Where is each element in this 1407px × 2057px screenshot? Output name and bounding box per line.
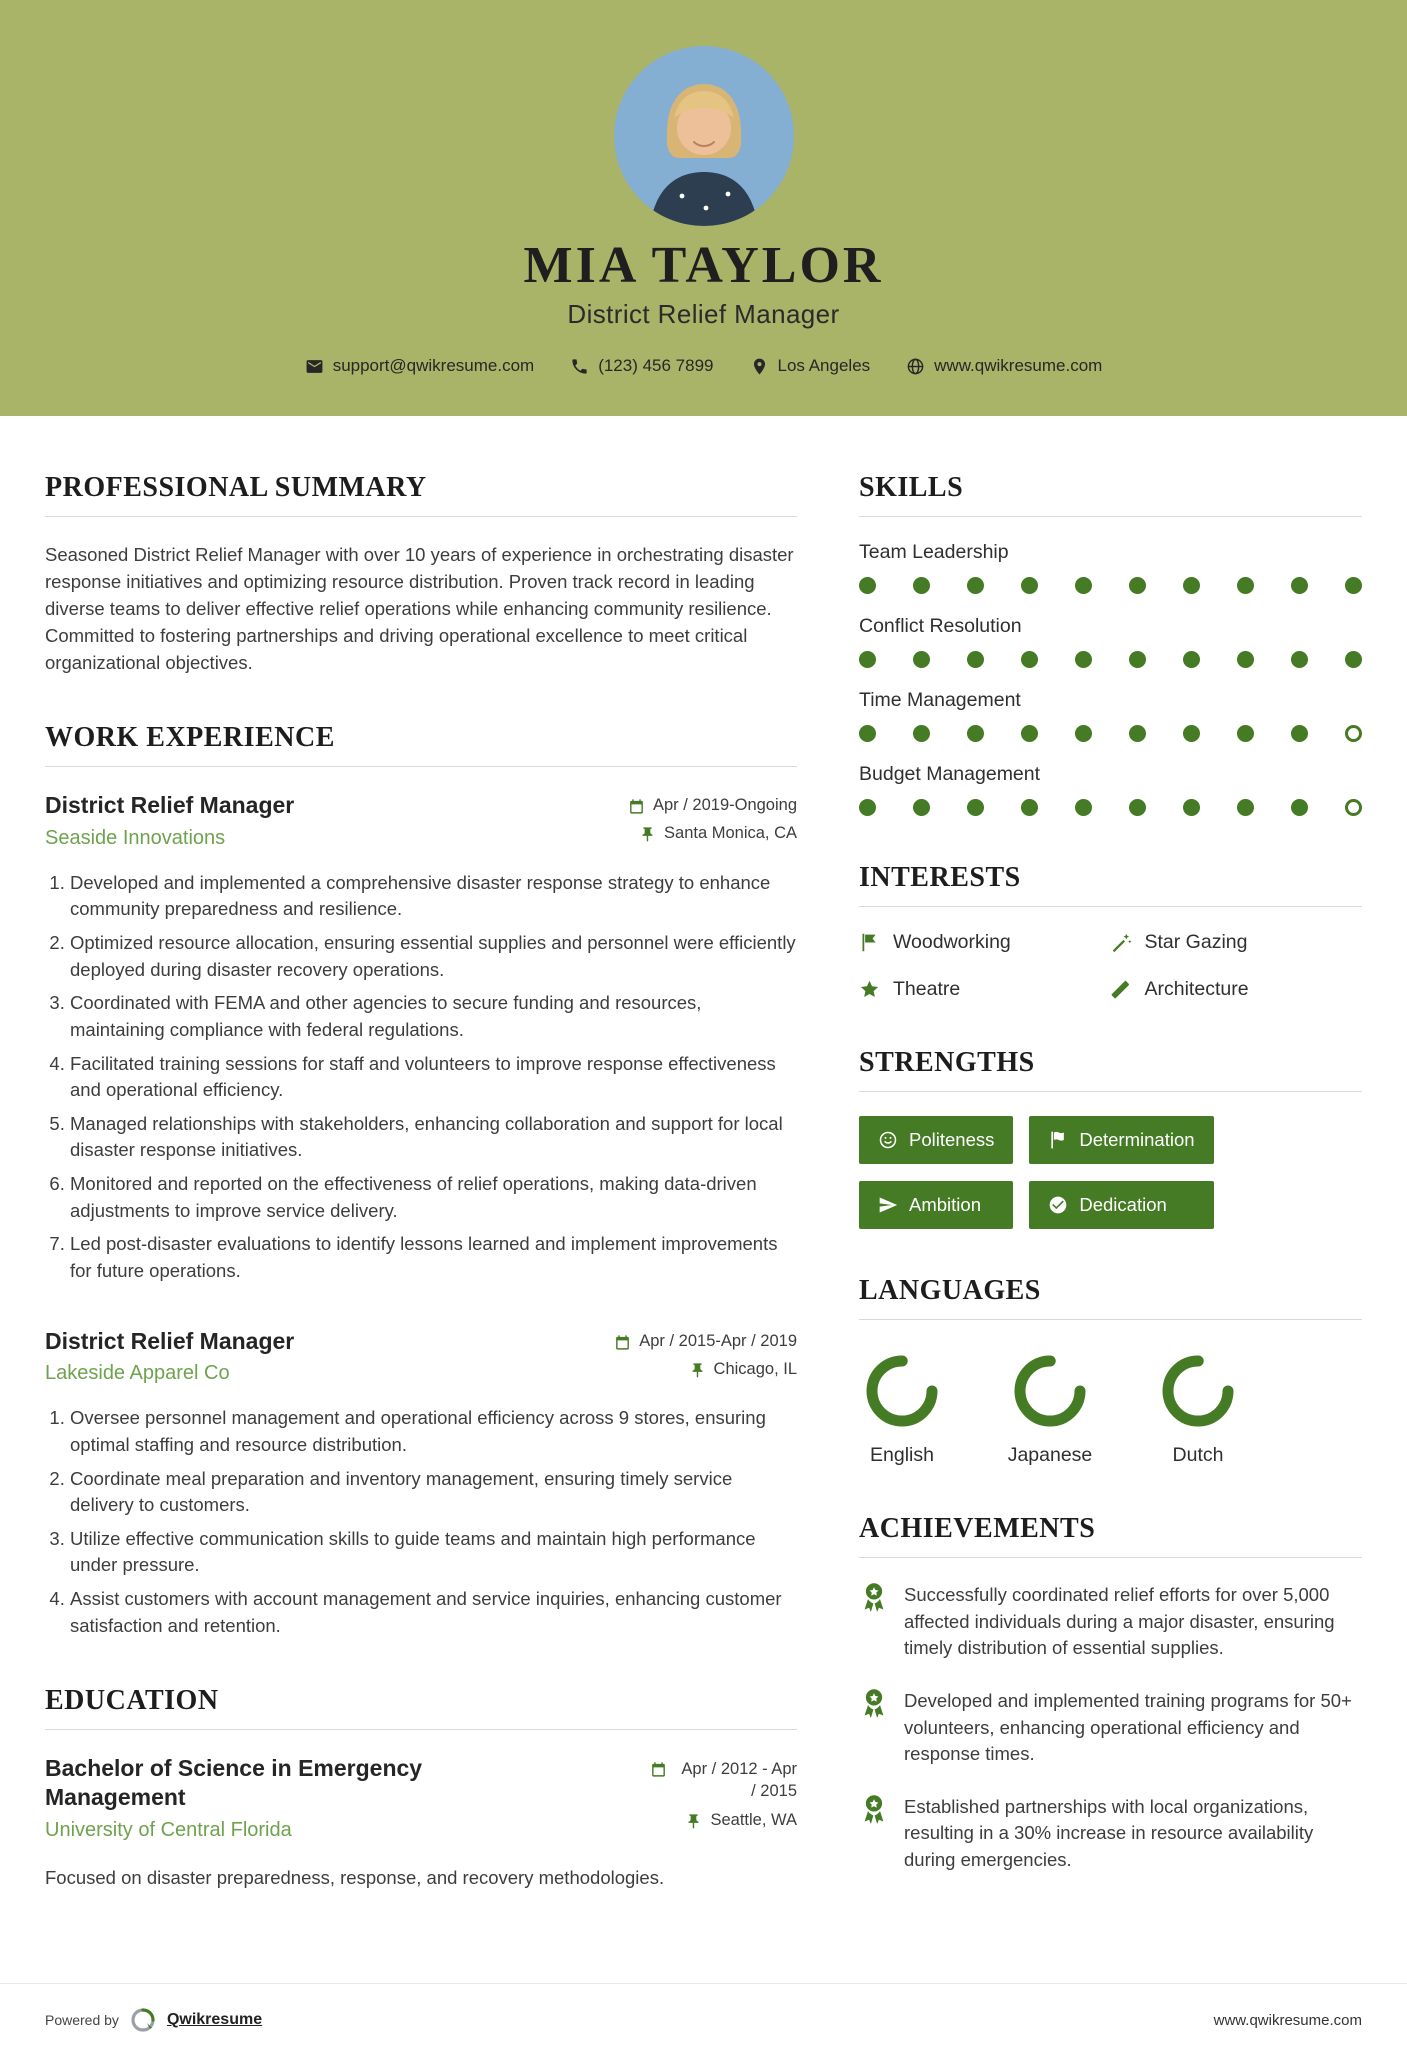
job-bullet-list (45, 1405, 797, 1639)
skill-level-dot (1129, 725, 1146, 742)
job-bullet: 2. Optimized resource allocation, ensuring essential supplies and personnel were efficiently deployed during disaster recovery operations. (70, 930, 797, 983)
job-title: District Relief Manager (45, 792, 295, 818)
star-icon (859, 979, 880, 1000)
skill-name: Team Leadership (859, 541, 1009, 563)
skill-item (859, 689, 1362, 742)
interests-grid (859, 931, 1362, 1001)
skill-level (859, 799, 1362, 816)
skill-level-dot (1237, 651, 1254, 668)
skill-level-dot (1291, 577, 1308, 594)
interest-label: Architecture (1144, 978, 1249, 1000)
contact-location (750, 356, 871, 376)
achievement-text: Developed and implemented training programs for 50+ volunteers, enhancing operational efficiency and response times. (904, 1689, 1352, 1765)
qwikresume-logo-icon (130, 2007, 156, 2033)
job-location-text: Chicago, IL (713, 1359, 797, 1378)
left-column (45, 472, 797, 1937)
skill-level-dot (1345, 725, 1362, 742)
achievement-item (859, 1582, 1362, 1662)
contact-email (305, 356, 535, 376)
job-bullet: 1. Developed and implemented a comprehensive disaster response strategy to enhance community preparedness and resilience. (70, 870, 797, 923)
skill-level-dot (1291, 651, 1308, 668)
section-work-experience (45, 722, 797, 1639)
section-interests (859, 862, 1362, 1001)
profile-photo (614, 46, 794, 226)
strengths-grid (859, 1116, 1362, 1229)
job-bullet: 1. Oversee personnel management and operational efficiency across 9 stores, ensuring optimal staffing and resource distribution. (70, 1405, 797, 1458)
education-dates (650, 1759, 797, 1802)
job-location-text: Santa Monica, CA (664, 824, 797, 842)
job-bullet: 2. Coordinate meal preparation and inventory management, ensuring timely service delivery to customers. (70, 1466, 797, 1519)
contact-email-text: support@qwikresume.com (332, 356, 535, 375)
skill-level-dot (859, 577, 876, 594)
job-dates (614, 1332, 797, 1351)
skill-level-dot (967, 577, 984, 594)
location-pin-icon (750, 357, 769, 376)
skill-level-dot (1291, 725, 1308, 742)
education-location-text: Seattle, WA (710, 1811, 797, 1830)
skill-level-dot (859, 725, 876, 742)
language-progress-ring (1161, 1354, 1235, 1428)
job-entry (45, 791, 797, 1285)
calendar-icon (650, 1761, 667, 1778)
job-company: Seaside Innovations (45, 826, 226, 849)
achievement-text: Successfully coordinated relief efforts for over 5,000 affected individuals during a major disaster, ensuring timely distribution of essential supplies. (904, 1584, 1335, 1659)
globe-icon (906, 357, 925, 376)
header (0, 0, 1407, 416)
skill-level-dot (1129, 799, 1146, 816)
language-item (1155, 1354, 1241, 1467)
job-bullet: 3. Utilize effective communication skills to guide teams and maintain high performance under pressure. (70, 1526, 797, 1579)
job-bullet: 7. Led post-disaster evaluations to identify lessons learned and implement improvements for future operations. (70, 1231, 797, 1284)
skill-level-dot (1075, 577, 1092, 594)
section-strengths (859, 1047, 1362, 1229)
person-title: District Relief Manager (567, 299, 840, 329)
skill-level-dot (1345, 651, 1362, 668)
job-dates-text: Apr / 2015-Apr / 2019 (639, 1331, 797, 1350)
language-name: Dutch (1172, 1444, 1224, 1466)
skill-item (859, 615, 1362, 668)
skill-level-dot (1183, 577, 1200, 594)
flag-icon (1048, 1130, 1068, 1150)
strength-label: Determination (1079, 1129, 1195, 1150)
job-entry (45, 1327, 797, 1640)
skill-item (859, 541, 1362, 594)
job-location (689, 1360, 797, 1379)
skill-level-dot (1237, 577, 1254, 594)
skill-level-dot (1237, 725, 1254, 742)
skill-level-dot (913, 577, 930, 594)
achievement-item (859, 1688, 1362, 1768)
wand-icon (1111, 932, 1132, 953)
skill-level-dot (859, 799, 876, 816)
language-progress-ring (1013, 1354, 1087, 1428)
achievement-text: Established partnerships with local organizations, resulting in a 30% increase in resource availability during emergencies. (904, 1795, 1314, 1870)
section-languages (859, 1275, 1362, 1467)
interest-label: Star Gazing (1144, 931, 1248, 953)
skill-name: Conflict Resolution (859, 615, 1022, 637)
job-bullet-list (45, 870, 797, 1285)
skill-level-dot (1291, 799, 1308, 816)
skill-level-dot (1345, 577, 1362, 594)
interest-item (1111, 978, 1363, 1001)
language-name: English (870, 1444, 934, 1466)
paper-plane-icon (878, 1195, 898, 1215)
avatar (614, 46, 794, 226)
award-ribbon-icon (859, 1688, 889, 1723)
section-achievements (859, 1513, 1362, 1874)
skill-level-dot (859, 651, 876, 668)
strength-badge (859, 1181, 1013, 1229)
section-education (45, 1685, 797, 1891)
skill-level-dot (967, 651, 984, 668)
strength-label: Politeness (909, 1129, 995, 1150)
job-bullet: 4. Facilitated training sessions for staff and volunteers to improve response effectiveness and operational efficiency. (70, 1051, 797, 1104)
strength-label: Dedication (1079, 1194, 1167, 1215)
languages-heading: LANGUAGES (859, 1275, 1362, 1320)
education-description: Focused on disaster preparedness, response, and recovery methodologies. (45, 1866, 665, 1888)
language-progress-ring (865, 1354, 939, 1428)
powered-by-label: Powered by (45, 2012, 119, 2029)
languages-row (859, 1344, 1362, 1467)
language-item (859, 1354, 945, 1467)
ruler-icon (1111, 979, 1132, 1000)
achievement-item (859, 1794, 1362, 1874)
job-bullet: 5. Managed relationships with stakeholders, enhancing collaboration and support for local disaster response initiatives. (70, 1111, 797, 1164)
strength-label: Ambition (909, 1194, 981, 1215)
person-name: MIA TAYLOR (523, 237, 884, 294)
calendar-icon (614, 1334, 631, 1351)
education-location (685, 1811, 797, 1830)
section-skills (859, 472, 1362, 816)
contact-phone (570, 356, 713, 376)
award-ribbon-icon (859, 1794, 889, 1829)
strengths-heading: STRENGTHS (859, 1047, 1362, 1092)
skill-name: Budget Management (859, 763, 1041, 785)
strength-badge (859, 1116, 1013, 1164)
smiley-icon (878, 1130, 898, 1150)
section-professional-summary (45, 472, 797, 676)
check-circle-icon (1048, 1195, 1068, 1215)
skill-level (859, 577, 1362, 594)
job-title-block (45, 1327, 294, 1386)
calendar-icon (628, 798, 645, 815)
skill-item (859, 763, 1362, 816)
strength-badge (1029, 1116, 1213, 1164)
skill-level-dot (1075, 799, 1092, 816)
pennant-flag-icon (859, 932, 880, 953)
skills-heading: SKILLS (859, 472, 1362, 517)
job-header (45, 791, 797, 850)
contact-phone-text: (123) 456 7899 (598, 356, 714, 375)
skill-level-dot (913, 651, 930, 668)
skill-level-dot (1021, 577, 1038, 594)
contact-location-text: Los Angeles (777, 356, 871, 375)
footer-branding (45, 2007, 262, 2033)
interest-label: Woodworking (893, 931, 1011, 953)
job-meta (614, 1327, 797, 1379)
pushpin-icon (639, 826, 656, 843)
strength-badge (1029, 1181, 1213, 1229)
education-meta (650, 1754, 797, 1830)
summary-text: Seasoned District Relief Manager with over 10 years of experience in orchestrating disaster response initiatives and optimizing resource distribution. Proven track record in leading diverse teams to deliver effective relief operations while enhancing community resilience. Committed to fostering partnerships and driving operational excellence to meet critical organizational objectives. (45, 544, 794, 673)
work-heading: WORK EXPERIENCE (45, 722, 797, 767)
interest-item (1111, 931, 1363, 954)
job-title-block (45, 791, 294, 850)
job-location (639, 824, 797, 843)
skill-level-dot (1021, 725, 1038, 742)
skill-level-dot (1129, 651, 1146, 668)
skill-level-dot (1183, 725, 1200, 742)
skill-level (859, 725, 1362, 742)
contact-row (0, 356, 1407, 376)
skill-level-dot (1345, 799, 1362, 816)
job-bullet: 4. Assist customers with account management and service inquiries, enhancing customer satisfaction and retention. (70, 1586, 797, 1639)
achievements-heading: ACHIEVEMENTS (859, 1513, 1362, 1558)
education-heading: EDUCATION (45, 1685, 797, 1730)
right-column (859, 472, 1362, 1937)
language-item (1007, 1354, 1093, 1467)
qwikresume-link[interactable]: Qwikresume (166, 2011, 263, 2029)
skill-level-dot (1021, 799, 1038, 816)
interest-item (859, 978, 1111, 1001)
email-icon (305, 357, 324, 376)
skill-level-dot (1075, 725, 1092, 742)
job-bullet: 6. Monitored and reported on the effectiveness of relief operations, making data-driven adjustments to improve service delivery. (70, 1171, 797, 1224)
skill-level-dot (913, 725, 930, 742)
skill-name: Time Management (859, 689, 1021, 711)
job-header (45, 1327, 797, 1386)
skill-level-dot (1021, 651, 1038, 668)
education-header (45, 1754, 797, 1842)
job-dates-text: Apr / 2019-Ongoing (652, 796, 797, 814)
language-name: Japanese (1007, 1444, 1093, 1466)
footer (0, 1983, 1407, 2057)
skill-level-dot (1183, 799, 1200, 816)
skill-level-dot (1129, 577, 1146, 594)
main-content (0, 416, 1407, 2057)
job-dates (628, 796, 797, 815)
skill-level-dot (967, 799, 984, 816)
interest-label: Theatre (893, 978, 961, 1000)
skill-level-dot (1075, 651, 1092, 668)
award-ribbon-icon (859, 1582, 889, 1617)
job-meta (628, 791, 797, 843)
education-degree: Bachelor of Science in Emergency Management (45, 1755, 423, 1810)
skill-level-dot (967, 725, 984, 742)
footer-website: www.qwikresume.com (1213, 2011, 1362, 2029)
interests-heading: INTERESTS (859, 862, 1362, 907)
pushpin-icon (689, 1362, 706, 1379)
job-company: Lakeside Apparel Co (45, 1362, 230, 1385)
skill-level-dot (1237, 799, 1254, 816)
phone-icon (570, 357, 589, 376)
job-title: District Relief Manager (45, 1327, 295, 1354)
education-school: University of Central Florida (45, 1818, 292, 1841)
education-dates-text: Apr / 2012 - Apr / 2015 (681, 1760, 797, 1800)
pushpin-icon (685, 1813, 702, 1830)
contact-website-text: www.qwikresume.com (934, 356, 1103, 375)
summary-heading: PROFESSIONAL SUMMARY (45, 472, 797, 517)
interest-item (859, 931, 1111, 954)
skill-level-dot (1183, 651, 1200, 668)
education-title-block (45, 1754, 515, 1842)
job-bullet: 3. Coordinated with FEMA and other agencies to secure funding and resources, maintaining compliance with federal regulations. (70, 990, 797, 1043)
skill-level-dot (913, 799, 930, 816)
skill-level (859, 651, 1362, 668)
contact-website (906, 356, 1102, 376)
